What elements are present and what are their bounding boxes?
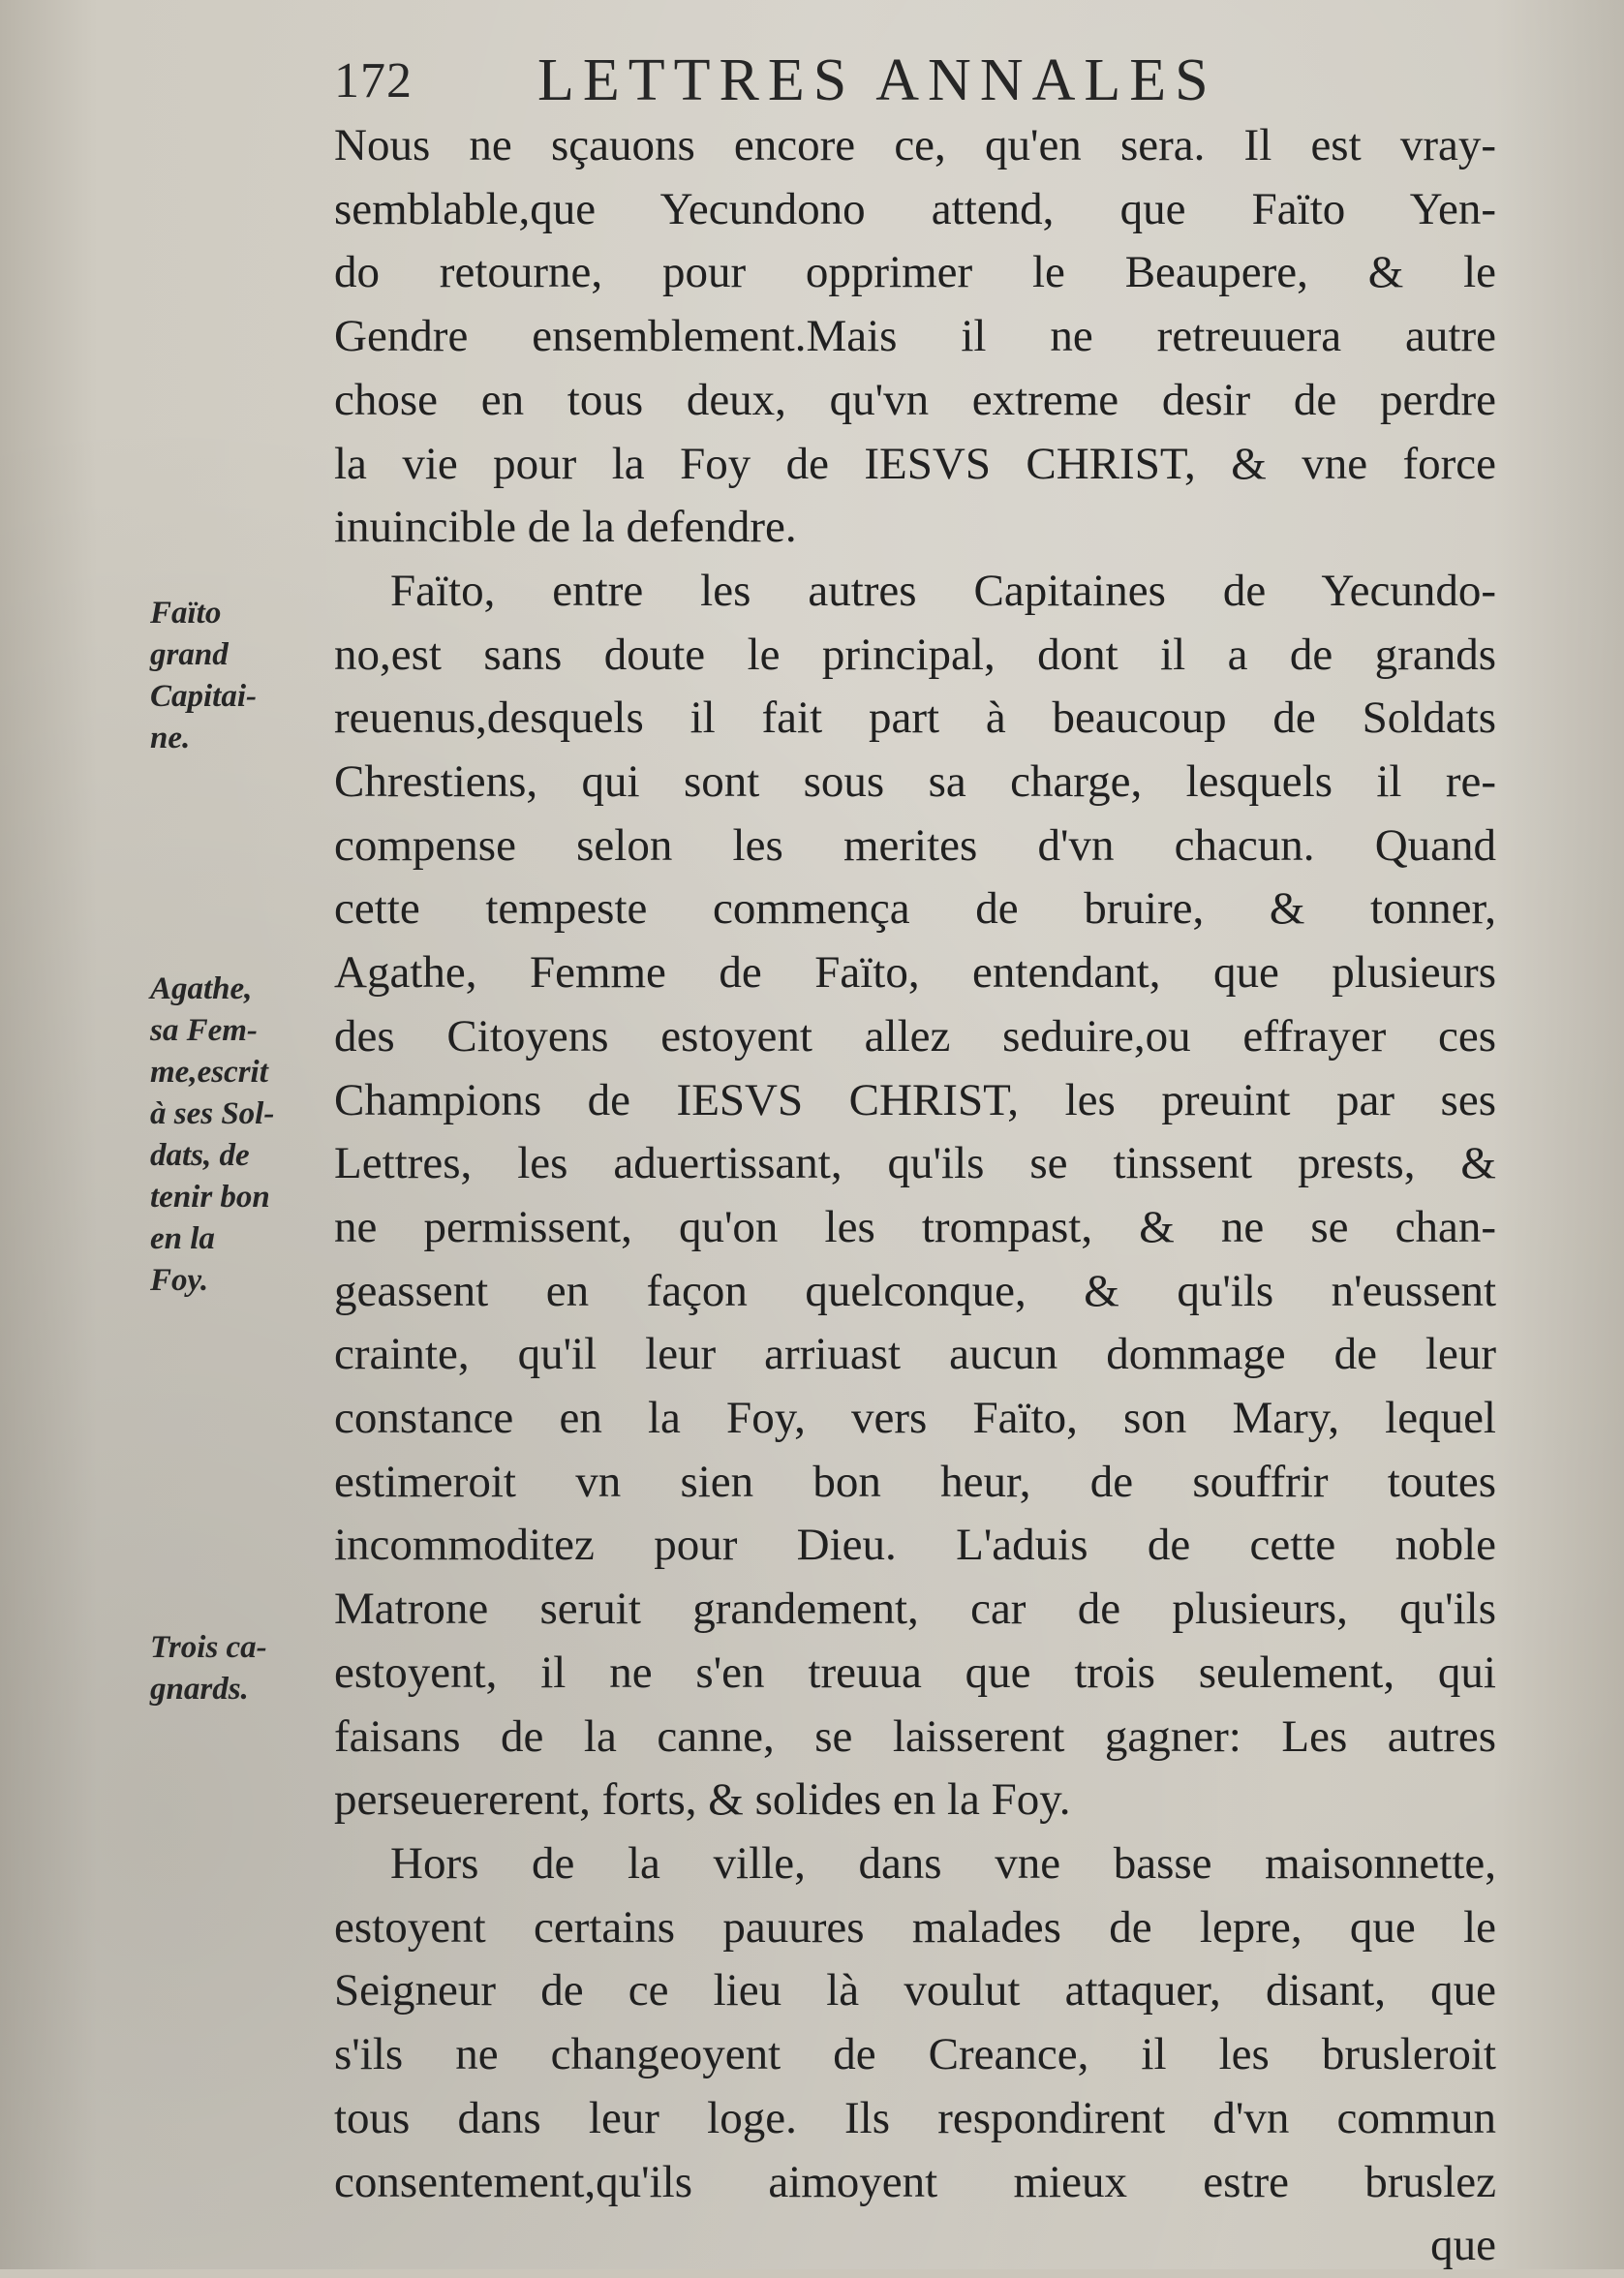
text-line: do retourne, pour opprimer le Beaupere, & le (334, 247, 1496, 298)
margin-note-line: tenir bon (150, 1180, 270, 1215)
text-line: la vie pour la Foy de IESVS CHRIST, & vne force (334, 438, 1496, 489)
text-line: incommoditez pour Dieu. L'aduis de cette noble (334, 1520, 1496, 1571)
text-line: perseuererent, forts, & solides en la Foy. (334, 1774, 1071, 1826)
running-head: LETTRES ANNALES (537, 47, 1217, 113)
text-line: Lettres, les aduertissant, qu'ils se tinssent prests, & (334, 1138, 1496, 1189)
text-line: semblable,que Yecundono attend, que Faïto Yen- (334, 183, 1496, 234)
text-line: s'ils ne changeoyent de Creance, il les brusleroit (334, 2029, 1496, 2080)
margin-note-line: sa Fem- (150, 1013, 258, 1048)
margin-note-line: ne. (150, 721, 191, 755)
text-line: reuenus,desquels il fait part à beaucoup de Soldats (334, 693, 1496, 744)
text-line: consentement,qu'ils aimoyent mieux estre bruslez (334, 2156, 1496, 2207)
text-line: des Citoyens estoyent allez seduire,ou effrayer ces (334, 1010, 1496, 1062)
text-line: Seigneur de ce lieu là voulut attaquer, disant, que (334, 1965, 1496, 2016)
margin-note-line: me,escrit (150, 1055, 268, 1090)
text-line: Agathe, Femme de Faïto, entendant, que plusieurs (334, 947, 1496, 999)
page-header (334, 46, 1517, 114)
text-line: estimeroit vn sien bon heur, de souffrir toutes (334, 1456, 1496, 1507)
text-line: Nous ne sçauons encore ce, qu'en sera. Il est vray- (334, 120, 1496, 170)
margin-note-line: grand (150, 637, 229, 672)
text-line: Chrestiens, qui sont sous sa charge, lesquels il re- (334, 756, 1496, 808)
margin-note-faito (150, 593, 322, 759)
catchword: que (1430, 2220, 1496, 2271)
margin-note-line: Agathe, (150, 971, 253, 1006)
margin-note-line: Faïto (150, 596, 222, 631)
text-line: Hors de la ville, dans vne basse maisonnette, (390, 1837, 1496, 1889)
page-number: 172 (334, 53, 413, 108)
text-line: Matrone seruit grandement, car de plusieurs, qu'ils (334, 1584, 1496, 1635)
margin-note-trois-cagnards (150, 1627, 322, 1710)
text-line: constance en la Foy, vers Faïto, son Mary, lequel (334, 1393, 1496, 1444)
text-line: estoyent, il ne s'en treuua que trois seulement, qui (334, 1647, 1496, 1698)
text-line: ne permissent, qu'on les trompast, & ne se chan- (334, 1201, 1496, 1252)
text-line: Champions de IESVS CHRIST, les preuint par ses (334, 1074, 1496, 1125)
text-line: chose en tous deux, qu'vn extreme desir de perdre (334, 374, 1496, 425)
text-line: faisans de la canne, se laisserent gagner: Les autres (334, 1710, 1496, 1762)
text-line: Gendre ensemblement.Mais il ne retreuuera autre (334, 311, 1496, 362)
text-line: tous dans leur loge. Ils respondirent d'vn commun (334, 2092, 1496, 2143)
text-line: no,est sans doute le principal, dont il a de grands (334, 629, 1496, 680)
margin-note-agathe (150, 969, 322, 1302)
text-line: Faïto, entre les autres Capitaines de Yecundo- (390, 565, 1496, 616)
margin-note-line: en la (150, 1221, 215, 1256)
text-line: cette tempeste commença de bruire, & tonner, (334, 883, 1496, 935)
margin-note-line: Capitai- (150, 679, 258, 714)
text-line: estoyent certains pauures malades de lepre, que le (334, 1901, 1496, 1953)
margin-note-line: à ses Sol- (150, 1096, 275, 1131)
text-line: crainte, qu'il leur arriuast aucun dommage de leur (334, 1329, 1496, 1380)
margin-note-line: dats, de (150, 1138, 250, 1173)
text-line: inuincible de la defendre. (334, 502, 797, 553)
text-line: geassent en façon quelconque, & qu'ils n'eussent (334, 1265, 1496, 1316)
text-line: compense selon les merites d'vn chacun. Quand (334, 819, 1496, 871)
margin-note-line: gnards. (150, 1672, 249, 1707)
margin-note-line: Foy. (150, 1263, 209, 1298)
body-text (334, 114, 1496, 2278)
margin-note-line: Trois ca- (150, 1630, 267, 1665)
